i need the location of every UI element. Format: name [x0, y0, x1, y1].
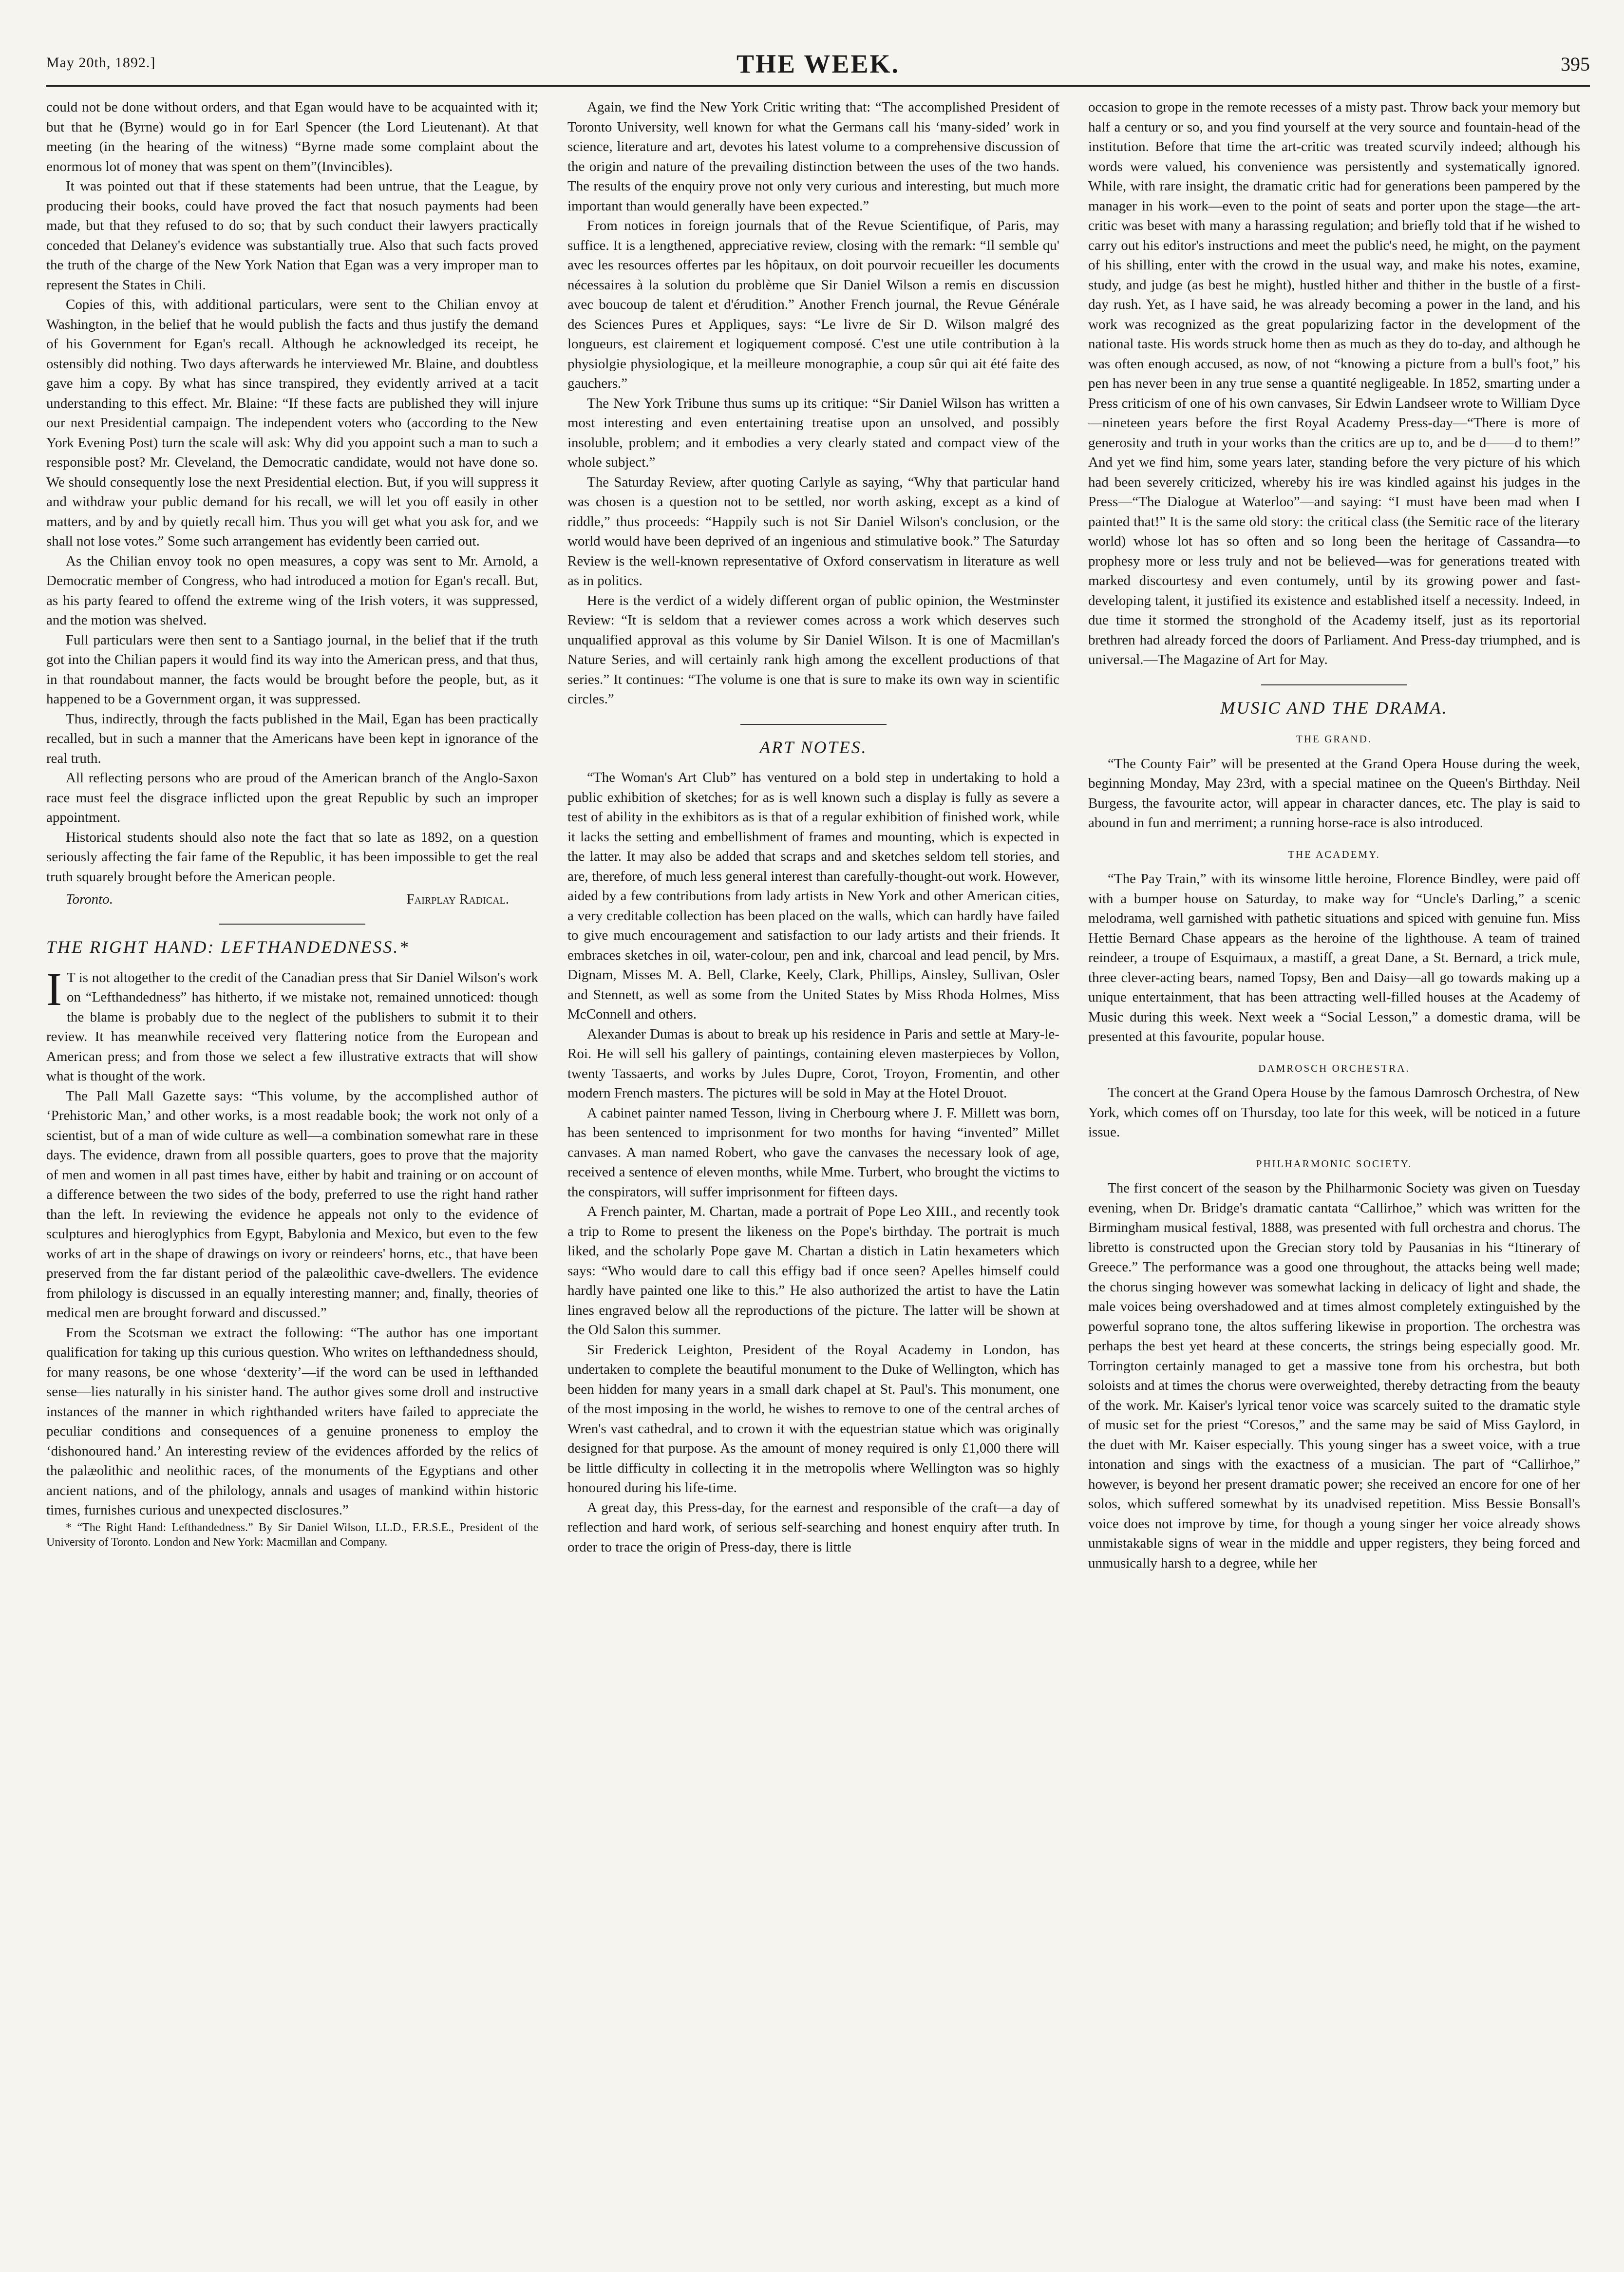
paragraph: The Pall Mall Gazette says: “This volume, by the accomplished author of ‘Prehistoric Man,’ and other works, is a most readable book; the work not only of a scientist, but of a man of wide culture as well—a combination somewhat rare in these days. The evidence, drawn from all possible quarters, goes to prove that the majority of men and women in all past times have, either by habit and training or on account of a difference between the two sides of the body, preferred to use the right hand rather than the left. In reviewing the evidence he appeals not only to the evidence of sculptures and hieroglyphics from Egypt, Babylonia and Mexico, but even to the few works of art in the shape of drawings on ivory or reindeers' horns, etc., that have been preserved from the far distant period of the palæolithic cave-dwellers. The evidence from philology is discussed in an equally interesting manner; and, finally, theories of medical men are brought forward and discussed.”	[46, 1088, 538, 1321]
paragraph: The concert at the Grand Opera House by the famous Damrosch Orchestra, of New York, which comes off on Thursday, too late for this week, will be noticed in a future issue.	[1088, 1085, 1580, 1140]
paragraph: could not be done without orders, and that Egan would have to be acquainted with it; but that he (Byrne) would go in for Earl Spencer (the Lord Lieutenant). At that meeting (in the hearing of the witness) “Byrne made some complaint about the enormous lot of money that was spent on them”(Invincibles).	[46, 99, 538, 174]
paragraph	[46, 963, 538, 1086]
article-title: THE RIGHT HAND: LEFTHANDEDNESS.*	[46, 937, 410, 957]
paragraph: Historical students should also note the fact that so late as 1892, on a question seriously affecting the fair fame of the Republic, it has been impossible to get the real truth squarely brought before the American people.	[46, 829, 538, 885]
footnote: * “The Right Hand: Lefthandedness.” By Sir Daniel Wilson, LL.D., F.R.S.E., President of the University of Toronto. London and New York: Macmillan and Company.	[46, 1521, 538, 1549]
paragraph: Copies of this, with additional particulars, were sent to the Chilian envoy at Washington, in the belief that he would publish the facts and thus justify the demand of his Government for Egan's recall. Although he acknowledged its receipt, he ostensibly did nothing. Two days afterwards he interviewed Mr. Blaine, and doubtless gave him a copy. By what has since transpired, they evidently arrived at a tacit understanding to this effect. Mr. Blaine: “If these facts are published they will injure our next Presidential campaign. The independent voters who (according to the New York Evening Post) turn the scale will ask: Why did you appoint such a man to such a responsible post? Mr. Cleveland, the Democratic candidate, would not have done so. We should consequently lose the next Presidential election. But, if you will suppress it and withdraw your public demand for his recall, we will let you off easily in other matters, and by and by quietly recall him. Thus you will get what you ask for, and we shall not lose votes.” Some such arrangement has evidently been carried out.	[46, 297, 538, 549]
column-3	[1088, 97, 1580, 2241]
section-divider	[740, 724, 887, 725]
paragraph: A great day, this Press-day, for the earnest and responsible of the craft—a day of reflection and hard work, of serious self-searching and honest enquiry after truth. In order to trace the origin of Press-day, there is little	[567, 1499, 1059, 1555]
section-title: MUSIC AND THE DRAMA.	[1220, 698, 1448, 718]
paragraph: Alexander Dumas is about to break up his residence in Paris and settle at Mary-le-Roi. He will sell his gallery of paintings, containing eleven masterpieces by Vollon, twenty Tassaerts, and works by Jules Dupre, Corot, Troyon, Fromentin, and other modern French masters. The pictures will be sold in May at the Hotel Drouot.	[567, 1026, 1059, 1101]
page-header	[46, 49, 1590, 83]
section-title: ART NOTES.	[759, 737, 868, 757]
subsection-heading: THE ACADEMY.	[1288, 848, 1380, 860]
letter-signature	[46, 890, 538, 909]
section-divider	[1261, 684, 1407, 685]
subsection-heading: THE GRAND.	[1296, 733, 1372, 745]
signature-place: Toronto.	[66, 891, 113, 907]
paragraph: Sir Frederick Leighton, President of the Royal Academy in London, has undertaken to complete the beautiful monument to the Duke of Wellington, which has been hidden for many years in a small dark chapel at St. Paul's. This monument, one of the most imposing in the world, he wishes to remove to one of the central arches of Wren's vast cathedral, and to crown it with the equestrian statue which was originally designed for that purpose. As the amount of money required is only £1,000 there will be little difficulty in collecting it in the metropolis where Wellington was so highly honoured during his life-time.	[567, 1342, 1059, 1496]
paragraph: Again, we find the New York Critic writing that: “The accomplished President of Toronto University, well known for what the Germans call his ‘many-sided’ work in science, literature and art, devotes his latest volume to a comprehensive discussion of the origin and nature of the prevailing distinction between the uses of the two hands. The results of the enquiry prove not only very curious and interesting, but much more important than would generally have been expected.”	[567, 99, 1059, 214]
paragraph-text: T is not altogether to the credit of the Canadian press that Sir Daniel Wilson's work on “Lefthandedness” has hitherto, if we mistake not, remained unnoticed: though the blame is probably due to the neglect of the publishers to submit it to their review. It has meanwhile received very flattering notice from the European and American press; and from those we select a few illustrative extracts that will show what is thought of the work.	[46, 969, 538, 1084]
header-rule	[46, 85, 1590, 87]
masthead-title: THE WEEK.	[736, 49, 900, 78]
paragraph: From the Scotsman we extract the following: “The author has one important qualification for taking up this curious question. Who writes on lefthandedness should, for many reasons, be one whose ‘dexterity’—if the word can be used in lefthanded sense—lies naturally in his sinister hand. The author gives some droll and instructive instances of the manner in which righthanded writers have failed to appreciate the peculiar conditions and consequences of a genuine proneness to employ the ‘dishonoured hand.’ An interesting review of the evidences afforded by the relics of the palæolithic and neolithic races, of the monuments of the Egyptians and other ancient nations, and of the philology, annals and usages of mankind within historic times, furnishes curious and unexpected disclosures.”	[46, 1325, 538, 1518]
paragraph: occasion to grope in the remote recesses of a misty past. Throw back your memory but half a century or so, and you find yourself at the very source and fountain-head of the institution. Before that time the art-critic was treated scurvily indeed; although his words were valued, his convenience was persistently and systematically ignored. While, with rare insight, the dramatic critic had for generations been pampered by the manager in his work—even to the point of seats and porter upon the stage—the art-critic was beset with many a harassing regulation; and briefly told that if he wished to carry out his editor's instructions and meet the public's need, he might, on the payment of his shilling, enter with the crowd in the usual way, and make his notes, examine, study, and judge (as best he might), hustled hither and thither in the bustle of a first-day rush. Yet, as I have said, he was already becoming a power in the land, and his work was recognized as the great popularizing factor in the development of the national taste. His words struck home then as much as they do to-day, and although he was often enough accused, as now, of not “knowing a picture from a bull's foot,” his pen has never been in any true sense a quantité negligeable. In 1852, smarting under a Press criticism of one of his own canvases, Sir Edwin Landseer wrote to William Dyce—nineteen years before the first Royal Academy Press-day—“There is more of generosity and truth in your works than the critics are up to, and be d——d to them!” And yet we find him, some years later, standing before the very picture of his which had been severely criticized, whereby his ire was kindled against his judges in the Press—“The Dialogue at Waterloo”—and saying: “I must have been mad when I painted that!” It is the same old story: the critical class (the Semitic race of the literary world) whose lot has so often and so long been the heritage of Cassandra—to prophesy more or less truly and not be believed—was for generations treated with marked discourtesy and even contumely, until by its growing power and fast-developing talent, it justified its existence and established itself a necessity. Indeed, in due time it stormed the stronghold of the Academy itself, just as its reportorial brethren had already forced the doors of Parliament. And Press-day triumphed, and is universal.—The Magazine of Art for May.	[1088, 99, 1580, 667]
paragraph: “The Woman's Art Club” has ventured on a bold step in undertaking to hold a public exhibition of sketches; for as is well known such a display is fully as severe a test of ability in the exhibitors as is that of a regular exhibition of finished work, while it lacks the setting and embellishment of frames and mounting, which is expected in the latter. It may also be added that scraps and and sketches seldom tell stories, and are, therefore, of much less general interest than carefully-thought-out work. However, aided by a few contributions from lady artists in New York and other American cities, a very creditable collection has been placed on the walls, which can hardly have failed to give much encouragement and satisfaction to our lady artists and their friends. It embraces sketches in oil, water-colour, pen and ink, charcoal and lead pencil, by Mrs. Dignam, Misses M. A. Bell, Clarke, Keely, Clark, Phillips, Ainsley, Sullivan, Osler and Stennett, as well as some from the United States by Miss Rhoda Holmes, Miss McConnell and others.	[567, 770, 1059, 1022]
paragraph: The New York Tribune thus sums up its critique: “Sir Daniel Wilson has written a most interesting and even entertaining treatise upon an unsolved, and possibly insoluble, problem; and it embodies a very clearly stated and compact view of the whole subject.”	[567, 395, 1059, 470]
paragraph: As the Chilian envoy took no open measures, a copy was sent to Mr. Arnold, a Democratic member of Congress, who had introduced a motion for Egan's recall. But, as his party feared to offend the extreme wing of the Irish voters, it was suppressed, and the motion was shelved.	[46, 553, 538, 628]
paragraph: From notices in foreign journals that of the Revue Scientifique, of Paris, may suffice. It is a lengthened, appreciative review, closing with the remark: “Il semble qu' avec les resources offertes par les hôpitaux, on doit pourvoir recueiller les documents nécessaires à la solution du problème que Sir Daniel Wilson a remis en discussion avec boucoup de talent et d'érudition.” Another French journal, the Revue Générale des Sciences Pures et Appliques, says: “Le livre de Sir D. Wilson malgré des longueurs, est clairement et logiquement composé. C'est une utile contribution à la physiolgie physiologique, et la meilleure monographie, a coup sûr qui ait été faite des gauchers.”	[567, 218, 1059, 391]
column-1	[46, 97, 538, 2241]
paragraph: A cabinet painter named Tesson, living in Cherbourg where J. F. Millett was born, has been sentenced to imprisonment for two months for having “invented” Millet canvases. A man named Robert, who gave the canvases the necessary look of age, received a sentence of eleven months, while Mme. Turbert, who brought the victims to the conspirators, will suffer imprisonment for fifteen days.	[567, 1105, 1059, 1200]
subsection-heading: DAMROSCH ORCHESTRA.	[1258, 1062, 1410, 1074]
paragraph: “The Pay Train,” with its winsome little heroine, Florence Bindley, were paid off with a bumper house on Saturday, to make way for “Uncle's Darling,” a scenic melodrama, well garnished with pathetic situations and spiced with genuine fun. Miss Hettie Bernard Chase appears as the heroine of the lighthouse. A team of trained reindeer, a troupe of Esquimaux, a mastiff, a great Dane, a St. Bernard, a trick mule, three clever-acting bears, named Topsy, Ben and Daisy—all go towards making up a unique entertainment, that has been attracting well-filled houses at the Academy of Music during this week. Next week a “Social Lesson,” a domestic drama, will be presented at this favourite, popular house.	[1088, 871, 1580, 1044]
page-number: 395	[1561, 53, 1590, 75]
paragraph: A French painter, M. Chartan, made a portrait of Pope Leo XIII., and recently took a trip to Rome to present the likeness on the Pope's birthday. The portrait is much liked, and the scholarly Pope gave M. Chartan a distich in Latin hexameters which says: “Who would dare to call this effigy bad if once seen? Apelles himself could hardly have painted one like to this.” He also authorized the artist to have the Latin lines engraved below all the reproductions of the picture. The latter will be shown at the Old Salon this summer.	[567, 1204, 1059, 1338]
paragraph: The Saturday Review, after quoting Carlyle as saying, “Why that particular hand was chosen is a question not to be settled, nor worth asking, except as a kind of riddle,” thus proceeds: “Happily such is not Sir Daniel Wilson's conclusion, or the world would have been deprived of an ingenious and stimulative book.” The Saturday Review is the well-known representative of Oxford conservatism in literature as well as in politics.	[567, 474, 1059, 588]
issue-date: May 20th, 1892.]	[46, 55, 156, 71]
paragraph: All reflecting persons who are proud of the American branch of the Anglo-Saxon race must feel the disgrace inflicted upon the great Republic by such an improper appointment.	[46, 770, 538, 825]
paragraph: Full particulars were then sent to a Santiago journal, in the belief that if the truth got into the Chilian papers it would find its way into the American press, and that thus, in that roundabout manner, the facts would be brought before the people, but, as it happened to be a Government organ, it was suppressed.	[46, 632, 538, 707]
paragraph: Here is the verdict of a widely different organ of public opinion, the Westminster Review: “It is seldom that a reviewer comes across a work which deserves such unqualified approval as this volume by Sir Daniel Wilson. It is one of Macmillan's Nature Series, and will certainly rank high among the excellent productions of that series.” It continues: “The volume is one that is sure to make its own way in scientific circles.”	[567, 592, 1059, 707]
signature-name: Fairplay Radical.	[406, 891, 509, 907]
paragraph: “The County Fair” will be presented at the Grand Opera House during the week, beginning Monday, May 23rd, with a special matinee on the Queen's Birthday. Neil Burgess, the favourite actor, will appear in character dances, etc. The play is said to abound in fun and merriment; a running horse-race is also introduced.	[1088, 756, 1580, 831]
paragraph: The first concert of the season by the Philharmonic Society was given on Tuesday evening, when Dr. Bridge's dramatic cantata “Callirhoe,” which was written for the Birmingham musical festival, 1888, was presented with full orchestra and chorus. The libretto is constructed upon the Grecian story told by Pausanias in his “Itinerary of Greece.” The performance was a good one throughout, the attacks being well made; the chorus singing however was somewhat lacking in delicacy of light and shade, the male voices being overshadowed and at times almost completely extinguished by the powerful soprano tone, the altos suffering likewise in proportion. The orchestra was perhaps the best yet heard at these concerts, the strings being especially good. Mr. Torrington certainly managed to get a massive tone from his orchestra, but both soloists and at times the chorus were overweighted, thereby detracting from the beauty of the work. Mr. Kaiser's lyrical tenor voice was scarcely suited to the dramatic style of music set for the priest “Coresos,” and the same may be said of Miss Gaylord, in the duet with Mr. Kaiser especially. This young singer has a sweet voice, with a true intonation and sings with the exactness of a musician. The part of “Callirhoe,” however, is beyond her present dramatic power; she received an encore for one of her solos, which suffered somewhat by its unadvised repetition. Miss Bessie Bonsall's voice does not improve by time, for though a young singer her voice already shows unmistakable signs of wear in the middle and upper registers, they being forced and unmusically harsh to a degree, while her	[1088, 1180, 1580, 1571]
subsection-heading: PHILHARMONIC SOCIETY.	[1256, 1157, 1413, 1170]
paragraph: It was pointed out that if these statements had been untrue, that the League, by producing their books, could have proved the fact that nosuch payments had been made, but that they refused to do so; that by such conduct their lawyers practically conceded that Delaney's evidence was substantially true. Also that such facts proved the truth of the charge of the New York Nation that Egan was a very improper man to represent the States in Chili.	[46, 178, 538, 293]
section-divider	[219, 924, 365, 925]
paragraph: Thus, indirectly, through the facts published in the Mail, Egan has been practically recalled, but in such a manner that the Americans have been kept in ignorance of the real truth.	[46, 711, 538, 766]
drop-cap: I	[46, 963, 62, 1015]
column-2	[567, 97, 1059, 2241]
